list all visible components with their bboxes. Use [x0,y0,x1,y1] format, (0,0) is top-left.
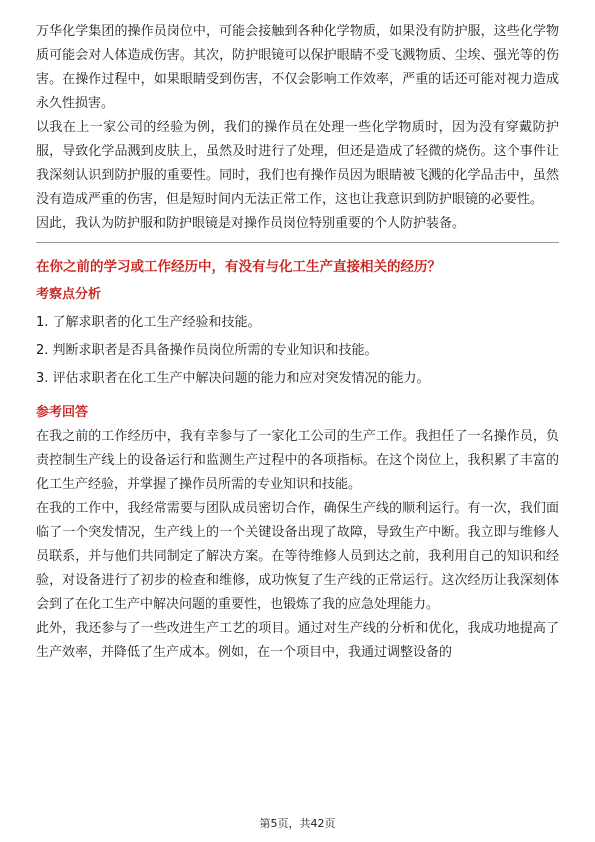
analysis-heading: 考察点分析 [36,287,102,302]
analysis-item-3: 3. 评估求职者在化工生产中解决问题的能力和应对突发情况的能力。 [36,371,430,386]
answer-paragraph-3: 此外，我还参与了一些改进生产工艺的项目。通过对生产线的分析和优化，我成功地提高了生产效率，并降低了生产成本。例如，在一个项目中，我通过调整设备的 [36,621,559,660]
document-page [36,20,559,665]
section-divider [36,242,559,243]
intro-paragraph-3: 因此，我认为防护服和防护眼镜是对操作员岗位特别重要的个人防护装备。 [36,216,466,231]
answer-heading: 参考回答 [36,405,89,420]
intro-paragraph-1: 万华化学集团的操作员岗位中，可能会接触到各种化学物质，如果没有防护服，这些化学物质可能会对人体造成伤害。其次，防护眼镜可以保护眼睛不受飞溅物质、尘埃、强光等的伤害。在操作过程中，如果眼睛受到伤害，不仅会影响工作效率，严重的话还可能对视力造成永久性损害。 [36,24,559,111]
answer-paragraph-2: 在我的工作中，我经常需要与团队成员密切合作，确保生产线的顺利运行。有一次，我们面临了一个突发情况，生产线上的一个关键设备出现了故障，导致生产中断。我立即与维修人员联系，并与他们共同制定了解决方案。在等待维修人员到达之前，我利用自己的知识和经验，对设备进行了初步的检查和维修，成功恢复了生产线的正常运行。这次经历让我深刻体会到了在化工生产中解决问题的重要性，也锻炼了我的应急处理能力。 [36,501,559,612]
answer-paragraph-1: 在我之前的工作经历中，我有幸参与了一家化工公司的生产工作。我担任了一名操作员，负责控制生产线上的设备运行和监测生产过程中的各项指标。在这个岗位上，我积累了丰富的化工生产经验，并掌握了操作员所需的专业知识和技能。 [36,429,559,492]
page-number: 第5页，共42页 [259,817,336,830]
interview-question: 在你之前的学习或工作经历中，有没有与化工生产直接相关的经历？ [36,259,441,275]
analysis-item-2: 2. 判断求职者是否具备操作员岗位所需的专业知识和技能。 [36,343,378,358]
intro-paragraph-2: 以我在上一家公司的经验为例，我们的操作员在处理一些化学物质时，因为没有穿戴防护服，导致化学品溅到皮肤上，虽然及时进行了处理，但还是造成了轻微的烧伤。这个事件让我深刻认识到防护服的重要性。同时，我们也有操作员因为眼睛被飞溅的化学品击中，虽然没有造成严重的伤害，但是短时间内无法正常工作，这也让我意识到防护眼镜的必要性。 [36,120,559,207]
analysis-item-1: 1. 了解求职者的化工生产经验和技能。 [36,315,261,330]
